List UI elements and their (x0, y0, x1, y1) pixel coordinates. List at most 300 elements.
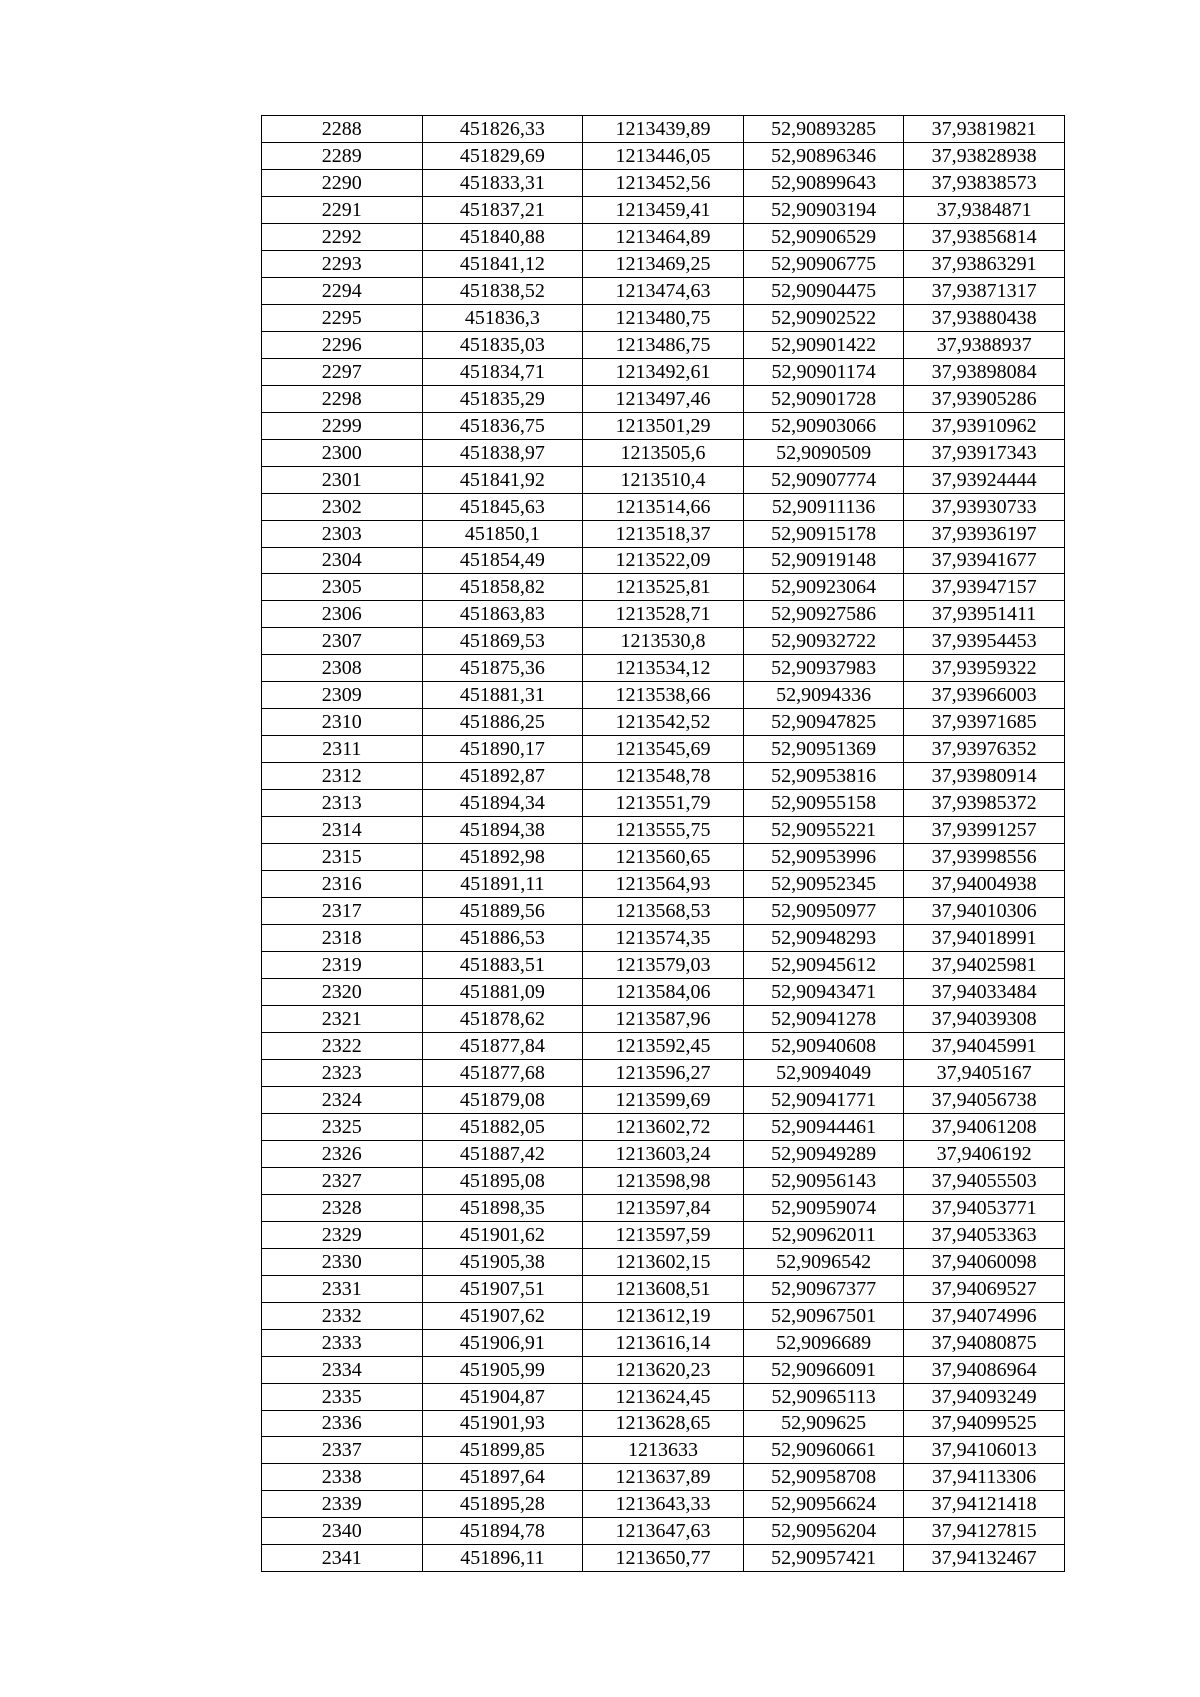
table-row (262, 547, 1065, 574)
latitude-cell: 52,90919148 (743, 547, 904, 574)
latitude-cell: 52,90952345 (743, 871, 904, 898)
longitude-cell: 37,93863291 (904, 250, 1065, 277)
x-coordinate-cell: 451894,34 (422, 790, 583, 817)
table-row (262, 331, 1065, 358)
table-row (262, 466, 1065, 493)
latitude-cell: 52,90906775 (743, 250, 904, 277)
table-row (262, 655, 1065, 682)
y-coordinate-cell: 1213603,24 (583, 1140, 744, 1167)
table-row (262, 1167, 1065, 1194)
point-number-cell: 2331 (262, 1275, 423, 1302)
table-row (262, 952, 1065, 979)
table-row (262, 1518, 1065, 1545)
y-coordinate-cell: 1213522,09 (583, 547, 744, 574)
longitude-cell: 37,93954453 (904, 628, 1065, 655)
latitude-cell: 52,9090509 (743, 439, 904, 466)
longitude-cell: 37,94074996 (904, 1302, 1065, 1329)
y-coordinate-cell: 1213459,41 (583, 196, 744, 223)
table-row (262, 709, 1065, 736)
point-number-cell: 2340 (262, 1518, 423, 1545)
longitude-cell: 37,93966003 (904, 682, 1065, 709)
point-number-cell: 2341 (262, 1545, 423, 1572)
longitude-cell: 37,93998556 (904, 844, 1065, 871)
point-number-cell: 2302 (262, 493, 423, 520)
point-number-cell: 2322 (262, 1032, 423, 1059)
x-coordinate-cell: 451835,03 (422, 331, 583, 358)
latitude-cell: 52,9096689 (743, 1329, 904, 1356)
point-number-cell: 2335 (262, 1383, 423, 1410)
point-number-cell: 2316 (262, 871, 423, 898)
latitude-cell: 52,90901422 (743, 331, 904, 358)
table-row (262, 169, 1065, 196)
table-row (262, 1140, 1065, 1167)
point-number-cell: 2333 (262, 1329, 423, 1356)
longitude-cell: 37,93819821 (904, 116, 1065, 143)
longitude-cell: 37,93838573 (904, 169, 1065, 196)
y-coordinate-cell: 1213598,98 (583, 1167, 744, 1194)
x-coordinate-cell: 451904,87 (422, 1383, 583, 1410)
x-coordinate-cell: 451835,29 (422, 385, 583, 412)
longitude-cell: 37,94060098 (904, 1248, 1065, 1275)
table-row (262, 1221, 1065, 1248)
longitude-cell: 37,9405167 (904, 1059, 1065, 1086)
point-number-cell: 2329 (262, 1221, 423, 1248)
y-coordinate-cell: 1213534,12 (583, 655, 744, 682)
latitude-cell: 52,90953816 (743, 763, 904, 790)
x-coordinate-cell: 451840,88 (422, 223, 583, 250)
point-number-cell: 2311 (262, 736, 423, 763)
y-coordinate-cell: 1213647,63 (583, 1518, 744, 1545)
point-number-cell: 2297 (262, 358, 423, 385)
x-coordinate-cell: 451881,31 (422, 682, 583, 709)
x-coordinate-cell: 451901,62 (422, 1221, 583, 1248)
longitude-cell: 37,94080875 (904, 1329, 1065, 1356)
table-row (262, 844, 1065, 871)
y-coordinate-cell: 1213612,19 (583, 1302, 744, 1329)
longitude-cell: 37,93936197 (904, 520, 1065, 547)
x-coordinate-cell: 451854,49 (422, 547, 583, 574)
x-coordinate-cell: 451895,28 (422, 1491, 583, 1518)
point-number-cell: 2315 (262, 844, 423, 871)
y-coordinate-cell: 1213597,59 (583, 1221, 744, 1248)
x-coordinate-cell: 451905,99 (422, 1356, 583, 1383)
point-number-cell: 2296 (262, 331, 423, 358)
point-number-cell: 2324 (262, 1086, 423, 1113)
longitude-cell: 37,93976352 (904, 736, 1065, 763)
latitude-cell: 52,90893285 (743, 116, 904, 143)
table-row (262, 277, 1065, 304)
longitude-cell: 37,93959322 (904, 655, 1065, 682)
point-number-cell: 2337 (262, 1437, 423, 1464)
table-row (262, 1086, 1065, 1113)
point-number-cell: 2305 (262, 574, 423, 601)
longitude-cell: 37,94121418 (904, 1491, 1065, 1518)
y-coordinate-cell: 1213597,84 (583, 1194, 744, 1221)
x-coordinate-cell: 451877,84 (422, 1032, 583, 1059)
latitude-cell: 52,90941771 (743, 1086, 904, 1113)
y-coordinate-cell: 1213560,65 (583, 844, 744, 871)
x-coordinate-cell: 451863,83 (422, 601, 583, 628)
longitude-cell: 37,94056738 (904, 1086, 1065, 1113)
point-number-cell: 2303 (262, 520, 423, 547)
y-coordinate-cell: 1213452,56 (583, 169, 744, 196)
y-coordinate-cell: 1213464,89 (583, 223, 744, 250)
y-coordinate-cell: 1213587,96 (583, 1005, 744, 1032)
latitude-cell: 52,90937983 (743, 655, 904, 682)
longitude-cell: 37,94086964 (904, 1356, 1065, 1383)
table-row (262, 1383, 1065, 1410)
latitude-cell: 52,90901174 (743, 358, 904, 385)
latitude-cell: 52,90901728 (743, 385, 904, 412)
latitude-cell: 52,90956204 (743, 1518, 904, 1545)
latitude-cell: 52,90967501 (743, 1302, 904, 1329)
point-number-cell: 2313 (262, 790, 423, 817)
latitude-cell: 52,90950977 (743, 898, 904, 925)
longitude-cell: 37,9384871 (904, 196, 1065, 223)
longitude-cell: 37,93828938 (904, 142, 1065, 169)
y-coordinate-cell: 1213545,69 (583, 736, 744, 763)
longitude-cell: 37,94106013 (904, 1437, 1065, 1464)
x-coordinate-cell: 451837,21 (422, 196, 583, 223)
point-number-cell: 2317 (262, 898, 423, 925)
table-row (262, 520, 1065, 547)
table-row (262, 628, 1065, 655)
point-number-cell: 2300 (262, 439, 423, 466)
latitude-cell: 52,90906529 (743, 223, 904, 250)
longitude-cell: 37,94093249 (904, 1383, 1065, 1410)
x-coordinate-cell: 451896,11 (422, 1545, 583, 1572)
latitude-cell: 52,90947825 (743, 709, 904, 736)
table-row (262, 493, 1065, 520)
x-coordinate-cell: 451858,82 (422, 574, 583, 601)
latitude-cell: 52,90960661 (743, 1437, 904, 1464)
latitude-cell: 52,90902522 (743, 304, 904, 331)
y-coordinate-cell: 1213633 (583, 1437, 744, 1464)
latitude-cell: 52,90958708 (743, 1464, 904, 1491)
point-number-cell: 2327 (262, 1167, 423, 1194)
table-row (262, 196, 1065, 223)
y-coordinate-cell: 1213514,66 (583, 493, 744, 520)
x-coordinate-cell: 451894,78 (422, 1518, 583, 1545)
x-coordinate-cell: 451833,31 (422, 169, 583, 196)
x-coordinate-cell: 451899,85 (422, 1437, 583, 1464)
longitude-cell: 37,93905286 (904, 385, 1065, 412)
x-coordinate-cell: 451836,3 (422, 304, 583, 331)
longitude-cell: 37,94053771 (904, 1194, 1065, 1221)
longitude-cell: 37,94018991 (904, 925, 1065, 952)
latitude-cell: 52,90943471 (743, 979, 904, 1006)
x-coordinate-cell: 451886,25 (422, 709, 583, 736)
point-number-cell: 2320 (262, 979, 423, 1006)
table-row (262, 1302, 1065, 1329)
y-coordinate-cell: 1213596,27 (583, 1059, 744, 1086)
table-row (262, 1275, 1065, 1302)
point-number-cell: 2321 (262, 1005, 423, 1032)
table-row (262, 1329, 1065, 1356)
x-coordinate-cell: 451841,92 (422, 466, 583, 493)
x-coordinate-cell: 451886,53 (422, 925, 583, 952)
point-number-cell: 2307 (262, 628, 423, 655)
point-number-cell: 2292 (262, 223, 423, 250)
x-coordinate-cell: 451881,09 (422, 979, 583, 1006)
x-coordinate-cell: 451907,51 (422, 1275, 583, 1302)
point-number-cell: 2294 (262, 277, 423, 304)
point-number-cell: 2288 (262, 116, 423, 143)
x-coordinate-cell: 451834,71 (422, 358, 583, 385)
longitude-cell: 37,9406192 (904, 1140, 1065, 1167)
x-coordinate-cell: 451892,87 (422, 763, 583, 790)
y-coordinate-cell: 1213568,53 (583, 898, 744, 925)
table-row (262, 1113, 1065, 1140)
x-coordinate-cell: 451894,38 (422, 817, 583, 844)
x-coordinate-cell: 451907,62 (422, 1302, 583, 1329)
point-number-cell: 2295 (262, 304, 423, 331)
latitude-cell: 52,90911136 (743, 493, 904, 520)
longitude-cell: 37,93898084 (904, 358, 1065, 385)
y-coordinate-cell: 1213616,14 (583, 1329, 744, 1356)
y-coordinate-cell: 1213530,8 (583, 628, 744, 655)
latitude-cell: 52,90932722 (743, 628, 904, 655)
y-coordinate-cell: 1213439,89 (583, 116, 744, 143)
longitude-cell: 37,93924444 (904, 466, 1065, 493)
longitude-cell: 37,9388937 (904, 331, 1065, 358)
point-number-cell: 2309 (262, 682, 423, 709)
table-row (262, 979, 1065, 1006)
coordinates-table (261, 115, 1065, 1572)
y-coordinate-cell: 1213584,06 (583, 979, 744, 1006)
longitude-cell: 37,94025981 (904, 952, 1065, 979)
latitude-cell: 52,90953996 (743, 844, 904, 871)
x-coordinate-cell: 451879,08 (422, 1086, 583, 1113)
x-coordinate-cell: 451878,62 (422, 1005, 583, 1032)
longitude-cell: 37,93856814 (904, 223, 1065, 250)
latitude-cell: 52,90951369 (743, 736, 904, 763)
y-coordinate-cell: 1213446,05 (583, 142, 744, 169)
longitude-cell: 37,94045991 (904, 1032, 1065, 1059)
point-number-cell: 2312 (262, 763, 423, 790)
longitude-cell: 37,93980914 (904, 763, 1065, 790)
table-row (262, 1491, 1065, 1518)
latitude-cell: 52,90959074 (743, 1194, 904, 1221)
point-number-cell: 2299 (262, 412, 423, 439)
point-number-cell: 2314 (262, 817, 423, 844)
table-row (262, 439, 1065, 466)
x-coordinate-cell: 451829,69 (422, 142, 583, 169)
point-number-cell: 2334 (262, 1356, 423, 1383)
y-coordinate-cell: 1213579,03 (583, 952, 744, 979)
latitude-cell: 52,90955158 (743, 790, 904, 817)
latitude-cell: 52,90944461 (743, 1113, 904, 1140)
y-coordinate-cell: 1213525,81 (583, 574, 744, 601)
point-number-cell: 2319 (262, 952, 423, 979)
point-number-cell: 2290 (262, 169, 423, 196)
latitude-cell: 52,90907774 (743, 466, 904, 493)
y-coordinate-cell: 1213602,72 (583, 1113, 744, 1140)
table-row (262, 601, 1065, 628)
longitude-cell: 37,93941677 (904, 547, 1065, 574)
y-coordinate-cell: 1213643,33 (583, 1491, 744, 1518)
longitude-cell: 37,94061208 (904, 1113, 1065, 1140)
point-number-cell: 2318 (262, 925, 423, 952)
y-coordinate-cell: 1213574,35 (583, 925, 744, 952)
x-coordinate-cell: 451841,12 (422, 250, 583, 277)
point-number-cell: 2330 (262, 1248, 423, 1275)
y-coordinate-cell: 1213592,45 (583, 1032, 744, 1059)
latitude-cell: 52,90945612 (743, 952, 904, 979)
longitude-cell: 37,93871317 (904, 277, 1065, 304)
longitude-cell: 37,94069527 (904, 1275, 1065, 1302)
y-coordinate-cell: 1213548,78 (583, 763, 744, 790)
latitude-cell: 52,9094336 (743, 682, 904, 709)
point-number-cell: 2323 (262, 1059, 423, 1086)
longitude-cell: 37,94033484 (904, 979, 1065, 1006)
latitude-cell: 52,90957421 (743, 1545, 904, 1572)
table-row (262, 763, 1065, 790)
latitude-cell: 52,90915178 (743, 520, 904, 547)
y-coordinate-cell: 1213602,15 (583, 1248, 744, 1275)
table-row (262, 116, 1065, 143)
table-row (262, 250, 1065, 277)
y-coordinate-cell: 1213486,75 (583, 331, 744, 358)
table-row (262, 1248, 1065, 1275)
point-number-cell: 2308 (262, 655, 423, 682)
y-coordinate-cell: 1213501,29 (583, 412, 744, 439)
point-number-cell: 2298 (262, 385, 423, 412)
table-row (262, 223, 1065, 250)
table-row (262, 1464, 1065, 1491)
table-row (262, 790, 1065, 817)
latitude-cell: 52,90949289 (743, 1140, 904, 1167)
y-coordinate-cell: 1213505,6 (583, 439, 744, 466)
x-coordinate-cell: 451901,93 (422, 1410, 583, 1437)
x-coordinate-cell: 451895,08 (422, 1167, 583, 1194)
point-number-cell: 2289 (262, 142, 423, 169)
latitude-cell: 52,90896346 (743, 142, 904, 169)
latitude-cell: 52,90903194 (743, 196, 904, 223)
point-number-cell: 2339 (262, 1491, 423, 1518)
y-coordinate-cell: 1213480,75 (583, 304, 744, 331)
x-coordinate-cell: 451892,98 (422, 844, 583, 871)
x-coordinate-cell: 451905,38 (422, 1248, 583, 1275)
x-coordinate-cell: 451838,97 (422, 439, 583, 466)
y-coordinate-cell: 1213624,45 (583, 1383, 744, 1410)
latitude-cell: 52,90956624 (743, 1491, 904, 1518)
y-coordinate-cell: 1213510,4 (583, 466, 744, 493)
longitude-cell: 37,94053363 (904, 1221, 1065, 1248)
y-coordinate-cell: 1213599,69 (583, 1086, 744, 1113)
x-coordinate-cell: 451890,17 (422, 736, 583, 763)
x-coordinate-cell: 451838,52 (422, 277, 583, 304)
longitude-cell: 37,93880438 (904, 304, 1065, 331)
point-number-cell: 2326 (262, 1140, 423, 1167)
point-number-cell: 2301 (262, 466, 423, 493)
point-number-cell: 2332 (262, 1302, 423, 1329)
latitude-cell: 52,90956143 (743, 1167, 904, 1194)
x-coordinate-cell: 451869,53 (422, 628, 583, 655)
y-coordinate-cell: 1213497,46 (583, 385, 744, 412)
table-row (262, 682, 1065, 709)
longitude-cell: 37,94039308 (904, 1005, 1065, 1032)
latitude-cell: 52,90927586 (743, 601, 904, 628)
table-row (262, 1005, 1065, 1032)
point-number-cell: 2325 (262, 1113, 423, 1140)
latitude-cell: 52,909625 (743, 1410, 904, 1437)
x-coordinate-cell: 451836,75 (422, 412, 583, 439)
x-coordinate-cell: 451883,51 (422, 952, 583, 979)
x-coordinate-cell: 451875,36 (422, 655, 583, 682)
table-row (262, 412, 1065, 439)
point-number-cell: 2310 (262, 709, 423, 736)
table-row (262, 1437, 1065, 1464)
coordinates-table-body (262, 116, 1065, 1572)
latitude-cell: 52,90962011 (743, 1221, 904, 1248)
x-coordinate-cell: 451826,33 (422, 116, 583, 143)
longitude-cell: 37,94099525 (904, 1410, 1065, 1437)
latitude-cell: 52,90941278 (743, 1005, 904, 1032)
y-coordinate-cell: 1213538,66 (583, 682, 744, 709)
longitude-cell: 37,94127815 (904, 1518, 1065, 1545)
x-coordinate-cell: 451887,42 (422, 1140, 583, 1167)
longitude-cell: 37,93947157 (904, 574, 1065, 601)
y-coordinate-cell: 1213564,93 (583, 871, 744, 898)
longitude-cell: 37,93930733 (904, 493, 1065, 520)
table-row (262, 817, 1065, 844)
table-row (262, 1059, 1065, 1086)
longitude-cell: 37,93985372 (904, 790, 1065, 817)
point-number-cell: 2304 (262, 547, 423, 574)
latitude-cell: 52,90903066 (743, 412, 904, 439)
table-row (262, 358, 1065, 385)
y-coordinate-cell: 1213650,77 (583, 1545, 744, 1572)
x-coordinate-cell: 451891,11 (422, 871, 583, 898)
latitude-cell: 52,90955221 (743, 817, 904, 844)
y-coordinate-cell: 1213555,75 (583, 817, 744, 844)
latitude-cell: 52,90940608 (743, 1032, 904, 1059)
table-row (262, 142, 1065, 169)
y-coordinate-cell: 1213474,63 (583, 277, 744, 304)
latitude-cell: 52,90966091 (743, 1356, 904, 1383)
latitude-cell: 52,90899643 (743, 169, 904, 196)
longitude-cell: 37,94132467 (904, 1545, 1065, 1572)
longitude-cell: 37,94004938 (904, 871, 1065, 898)
longitude-cell: 37,94010306 (904, 898, 1065, 925)
longitude-cell: 37,94113306 (904, 1464, 1065, 1491)
table-row (262, 1194, 1065, 1221)
point-number-cell: 2291 (262, 196, 423, 223)
point-number-cell: 2306 (262, 601, 423, 628)
y-coordinate-cell: 1213620,23 (583, 1356, 744, 1383)
x-coordinate-cell: 451877,68 (422, 1059, 583, 1086)
y-coordinate-cell: 1213518,37 (583, 520, 744, 547)
longitude-cell: 37,93917343 (904, 439, 1065, 466)
longitude-cell: 37,93991257 (904, 817, 1065, 844)
y-coordinate-cell: 1213637,89 (583, 1464, 744, 1491)
longitude-cell: 37,93951411 (904, 601, 1065, 628)
x-coordinate-cell: 451845,63 (422, 493, 583, 520)
point-number-cell: 2293 (262, 250, 423, 277)
point-number-cell: 2336 (262, 1410, 423, 1437)
x-coordinate-cell: 451906,91 (422, 1329, 583, 1356)
table-row (262, 304, 1065, 331)
table-row (262, 1545, 1065, 1572)
table-row (262, 1410, 1065, 1437)
x-coordinate-cell: 451889,56 (422, 898, 583, 925)
y-coordinate-cell: 1213492,61 (583, 358, 744, 385)
y-coordinate-cell: 1213628,65 (583, 1410, 744, 1437)
y-coordinate-cell: 1213469,25 (583, 250, 744, 277)
x-coordinate-cell: 451897,64 (422, 1464, 583, 1491)
latitude-cell: 52,90923064 (743, 574, 904, 601)
